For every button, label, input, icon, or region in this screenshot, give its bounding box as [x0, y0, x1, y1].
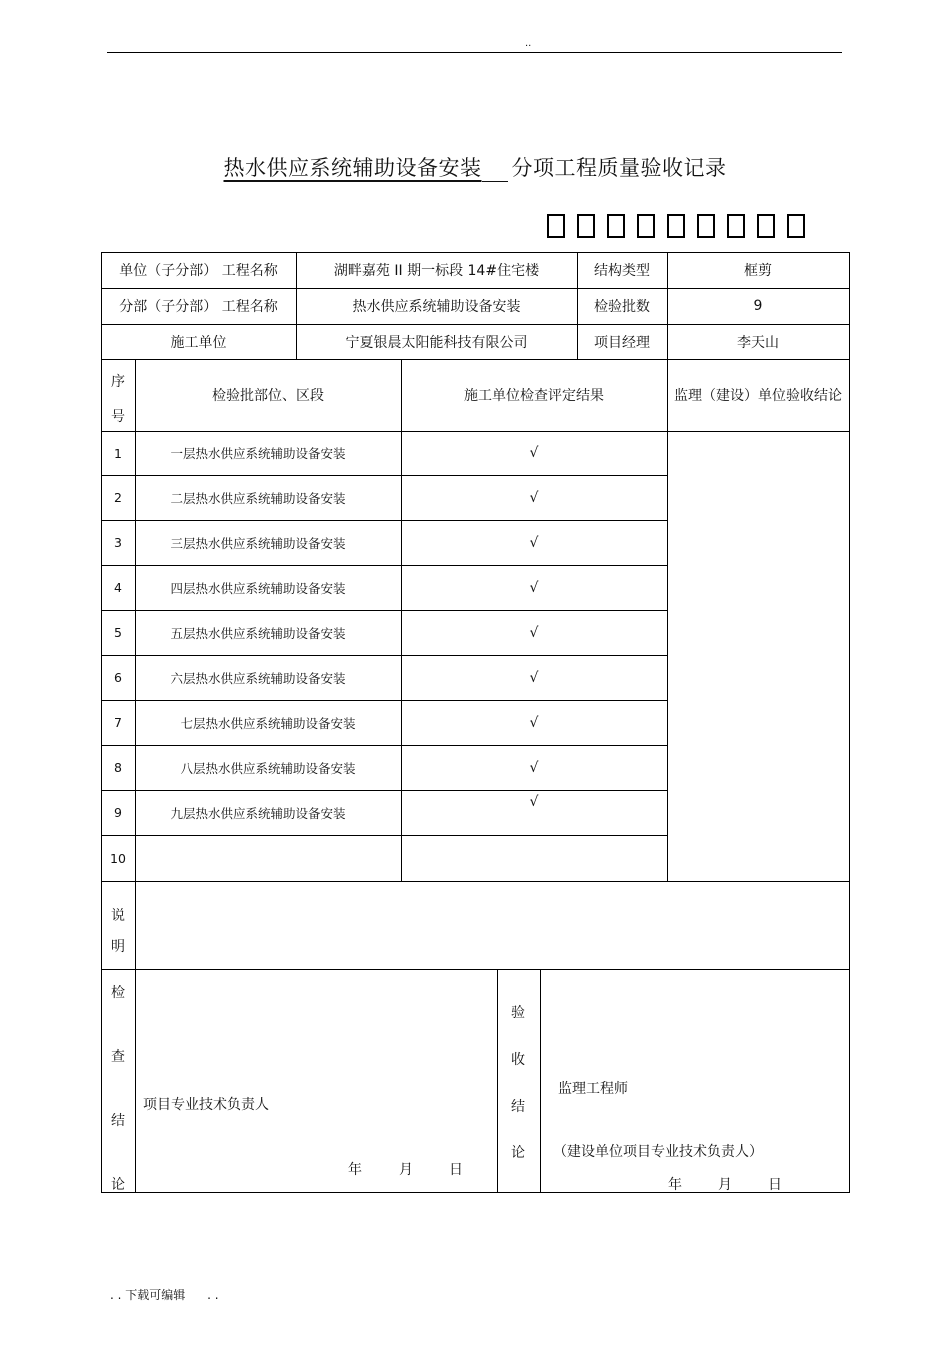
code-box [697, 214, 715, 238]
code-box [757, 214, 775, 238]
code-box [727, 214, 745, 238]
subproject-name-value: 热水供应系统辅助设备安装 [352, 299, 521, 315]
accept-label-4: 论 [511, 1145, 525, 1161]
contractor-label: 施工单位 [170, 334, 227, 351]
check-month: 月 [399, 1162, 413, 1178]
row-number: 7 [114, 715, 122, 730]
subproject-name-label: 分部（子分部） 工程名称 [119, 299, 278, 315]
row-number: 4 [114, 580, 122, 595]
project-name-value: 湖畔嘉苑 II 期一标段 14#住宅楼 [333, 263, 540, 279]
row-result: √ [529, 669, 539, 686]
check-day: 日 [449, 1162, 463, 1178]
footer-dots: . . [207, 1288, 219, 1302]
row-result [401, 835, 667, 881]
row-result: √ [529, 759, 539, 776]
form-code-boxes [547, 214, 811, 238]
code-box [547, 214, 565, 238]
page-title [0, 152, 950, 182]
check-label-3: 结 [111, 1113, 125, 1129]
seq-header-top: 序 [111, 374, 125, 390]
code-box [577, 214, 595, 238]
accept-year: 年 [668, 1177, 682, 1193]
row-location: 二层热水供应系统辅助设备安装 [170, 490, 346, 506]
row-number: 5 [114, 625, 122, 640]
accept-label-3: 结 [511, 1099, 525, 1115]
row-location: 一层热水供应系统辅助设备安装 [170, 446, 346, 461]
row-result: √ [529, 579, 539, 596]
code-box [667, 214, 685, 238]
batch-count-label: 检验批数 [594, 299, 650, 315]
accept-label-1: 验 [511, 1005, 525, 1021]
footer-note [110, 1286, 219, 1303]
row-location: 六层热水供应系统辅助设备安装 [170, 670, 346, 686]
row-number: 6 [114, 670, 122, 685]
row-location: 五层热水供应系统辅助设备安装 [170, 625, 346, 641]
row-location: 八层热水供应系统辅助设备安装 [180, 760, 356, 776]
check-year: 年 [348, 1162, 362, 1178]
title-subject: 热水供应系统辅助设备安装 [223, 156, 482, 180]
contractor-value: 宁夏银晨太阳能科技有限公司 [345, 334, 528, 351]
footer-text: . . 下载可编辑 [110, 1288, 186, 1302]
accept-month: 月 [718, 1177, 732, 1193]
row-result: √ [529, 794, 539, 810]
project-name-label: 单位（子分部） 工程名称 [119, 263, 278, 279]
row-number: 10 [110, 850, 126, 866]
check-person-label: 项目专业技术负责人 [143, 1097, 269, 1113]
code-box [637, 214, 655, 238]
seq-header-bottom: 号 [111, 409, 125, 425]
notes-label-1: 说 [111, 908, 125, 924]
row-location: 四层热水供应系统辅助设备安装 [170, 580, 346, 596]
batch-count-value: 9 [753, 298, 763, 314]
row-number: 2 [114, 490, 122, 505]
owner-technical-lead-label: （建设单位项目专业技术负责人） [553, 1144, 763, 1160]
title-rest: 分项工程质量验收记录 [511, 156, 727, 180]
result-header: 施工单位检查评定结果 [464, 388, 604, 404]
row-number: 9 [114, 805, 122, 820]
conclusion-header: 监理（建设）单位验收结论 [674, 388, 842, 404]
row-result: √ [529, 624, 539, 641]
check-label-4: 论 [111, 1177, 125, 1193]
row-number: 1 [114, 445, 122, 461]
row-location: 三层热水供应系统辅助设备安装 [170, 535, 346, 551]
structure-type-value: 框剪 [744, 263, 772, 279]
code-box [607, 214, 625, 238]
row-location: 九层热水供应系统辅助设备安装 [170, 805, 346, 821]
supervising-engineer-label: 监理工程师 [558, 1081, 628, 1097]
title-blank [482, 161, 508, 182]
accept-day: 日 [768, 1177, 782, 1193]
header-rule [107, 52, 842, 53]
row-number: 3 [114, 535, 122, 550]
structure-type-label: 结构类型 [594, 263, 650, 279]
row-result: √ [529, 714, 539, 731]
project-manager-value: 李天山 [737, 334, 779, 351]
project-manager-label: 项目经理 [594, 334, 650, 351]
accept-label-2: 收 [511, 1052, 525, 1068]
check-label-1: 检 [111, 985, 125, 1001]
row-result: √ [529, 489, 539, 506]
row-number: 8 [114, 760, 122, 775]
code-box [787, 214, 805, 238]
location-header: 检验批部位、区段 [212, 388, 324, 404]
check-label-2: 查 [111, 1049, 125, 1065]
header-mark: .. [525, 38, 532, 49]
notes-label-2: 明 [111, 939, 125, 955]
row-location [135, 835, 401, 881]
row-result: √ [529, 445, 539, 461]
row-result: √ [529, 534, 539, 551]
row-location: 七层热水供应系统辅助设备安装 [180, 715, 356, 731]
